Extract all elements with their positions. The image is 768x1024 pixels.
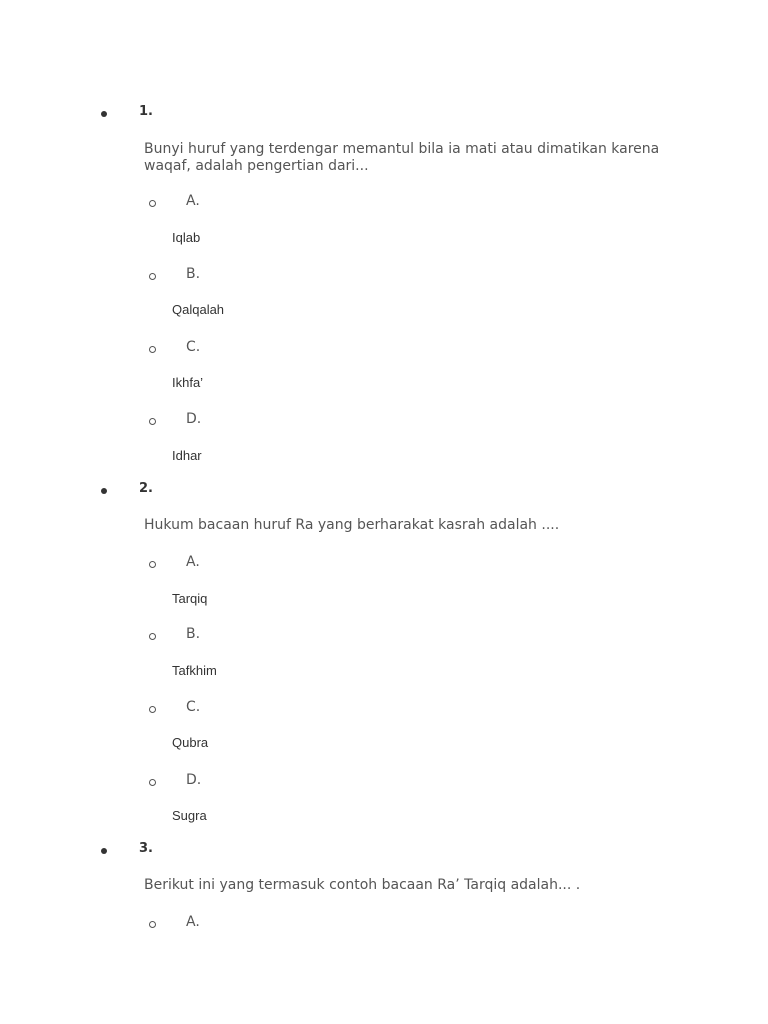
option-bullet — [149, 346, 156, 353]
option-letter: D. — [186, 411, 202, 427]
option-answer: Idhar — [172, 448, 202, 463]
option-letter: B. — [186, 266, 201, 282]
list-bullet — [101, 111, 107, 117]
option-bullet — [149, 273, 156, 280]
question-text: Hukum bacaan huruf Ra yang berharakat kasrah adalah .... — [144, 517, 560, 533]
question-number: 3. — [139, 841, 153, 856]
option-bullet — [149, 633, 156, 640]
question-number: 2. — [139, 481, 153, 496]
option-letter: B. — [186, 626, 201, 642]
option-answer: Qubra — [172, 735, 209, 750]
option-bullet — [149, 418, 156, 425]
option-answer: Sugra — [172, 808, 207, 823]
option-answer: Iqlab — [172, 230, 201, 245]
option-letter: A. — [186, 554, 200, 570]
list-bullet — [101, 848, 107, 854]
option-letter: D. — [186, 772, 202, 788]
question-number: 1. — [139, 104, 153, 119]
option-answer: Qalqalah — [172, 302, 225, 317]
option-bullet — [149, 200, 156, 207]
option-letter: C. — [186, 699, 201, 715]
option-letter: C. — [186, 339, 201, 355]
question-text: Berikut ini yang termasuk contoh bacaan Ra’ Tarqiq adalah... . — [144, 877, 581, 893]
option-bullet — [149, 921, 156, 928]
list-bullet — [101, 488, 107, 494]
question-text: Bunyi huruf yang terdengar memantul bila ia mati atau dimatikan karena waqaf, adalah pengertian dari... — [144, 141, 660, 174]
option-bullet — [149, 561, 156, 568]
option-bullet — [149, 706, 156, 713]
option-letter: A. — [186, 914, 200, 930]
option-answer: Tafkhim — [172, 663, 217, 678]
option-answer: Ikhfa’ — [172, 375, 204, 390]
option-letter: A. — [186, 193, 200, 209]
option-answer: Tarqiq — [172, 591, 208, 606]
option-bullet — [149, 779, 156, 786]
